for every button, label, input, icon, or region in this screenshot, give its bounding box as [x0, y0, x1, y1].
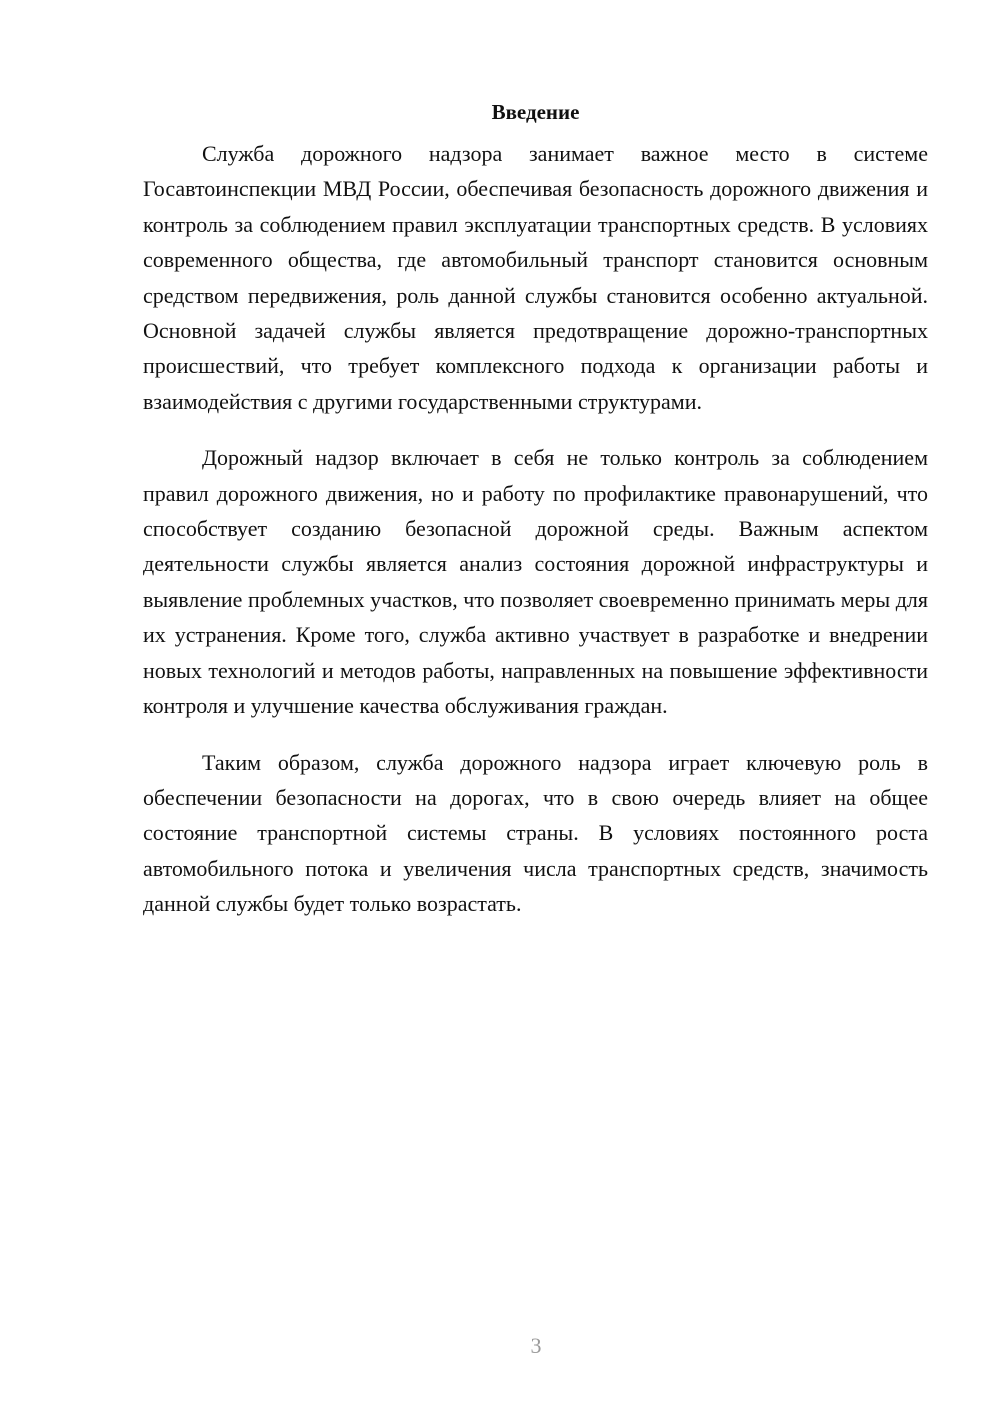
section-heading: Введение [491, 100, 580, 124]
page-body [143, 98, 928, 943]
paragraph-3: Таким образом, служба дорожного надзора играет ключевую роль в обеспечении безопасности на дорогах, что в свою очередь влияет на общее состояние транспортной системы страны. В условиях постоянного роста автомобильного потока и увеличения числа транспортных средств, значимость данной службы будет только возрастать. [143, 749, 928, 917]
paragraph-1: Служба дорожного надзора занимает важное место в системе Госавтоинспекции МВД России, обеспечивая безопасность дорожного движения и контроль за соблюдением правил эксплуатации транспортных средств. В условиях современного общества, где автомобильный транспорт становится основным средством передвижения, роль данной службы становится особенно актуальной. Основной задачей службы является предотвращение дорожно-транспортных происшествий, что требует комплексного подхода к организации работы и взаимодействия с другими государственными структурами. [143, 141, 928, 414]
page-number: 3 [530, 1333, 542, 1358]
paragraph-2: Дорожный надзор включает в себя не только контроль за соблюдением правил дорожного движения, но и работу по профилактике правонарушений, что способствует созданию безопасной дорожной среды. Важным аспектом деятельности службы является анализ состояния дорожной инфраструктуры и выявление проблемных участков, что позволяет своевременно принимать меры для их устранения. Кроме того, служба активно участвует в разработке и внедрении новых технологий и методов работы, направленных на повышение эффективности контроля и улучшение качества обслуживания граждан. [143, 445, 928, 719]
